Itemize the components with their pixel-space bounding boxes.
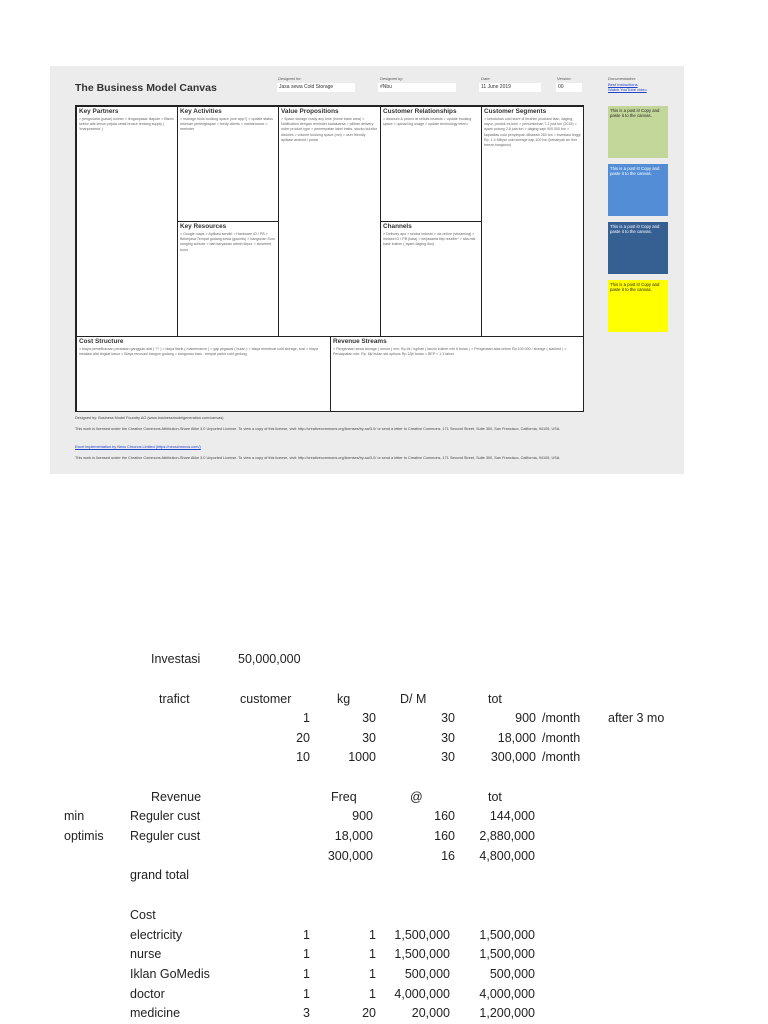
after-note: after 3 mo bbox=[608, 711, 665, 725]
post-it-note-green[interactable] bbox=[608, 106, 668, 158]
cost-row-unit: 20,000 bbox=[411, 1006, 450, 1020]
cost-row-tot: 1,500,000 bbox=[479, 928, 535, 942]
version-field[interactable]: 00 bbox=[556, 83, 582, 92]
revenue-header-freq: Freq bbox=[331, 790, 357, 804]
key-activities-title: Key Activities bbox=[180, 108, 222, 115]
revenue-header-tot: tot bbox=[488, 790, 502, 804]
value-propositions-text: > Space storage ready any time (home base area) > Notification dengan reminder kadaluarsa > pilihan delivery order product type > penempatan label instts, stocko kulzitor distores > volume booking space (mri) > user friendly aplikasi android / portal bbox=[281, 117, 377, 142]
cost-row-freq: 1 bbox=[369, 928, 376, 942]
revenue-row-tot: 2,880,000 bbox=[479, 829, 535, 843]
customer-relationships-text: > discount & promo at setidis instants > update booking space > upload log usage > update technology teleru bbox=[383, 117, 472, 127]
post-it-note-dark-blue[interactable] bbox=[608, 222, 668, 274]
key-resources-title: Key Resources bbox=[180, 223, 227, 230]
designed-for-field[interactable]: Jasa sewa Cold Storage bbox=[277, 83, 355, 92]
key-activities-text: > manage tools booking space (one app?) > update status rekenan perlengkapan > feedy clients > maintenance > reminder bbox=[180, 117, 273, 132]
cost-row-label: doctor bbox=[130, 987, 165, 1001]
traffic-header-kg: kg bbox=[337, 692, 351, 706]
designed-by-label: Designed by: bbox=[380, 76, 404, 81]
cost-structure-text: > biaya pemeliharaan peralatan gangguin alat ( ?? ) > biaya listrik ( maintenance ) > gaji pegawai ( bulan ) > biaya membuat cold storage, sosl > biaya instalasi alat tingkat kasur > Biaya renovasi bangun gudang > bangunan baru , tempat parkir cold gedung bbox=[79, 347, 318, 357]
cost-row-qty: 1 bbox=[303, 987, 310, 1001]
excel-implementation-link[interactable]: Excel implementation by Neos Chronos Limited (https://neoschronos.com/) bbox=[75, 445, 201, 449]
cost-row-unit: 4,000,000 bbox=[394, 987, 450, 1001]
cost-row-qty: 1 bbox=[303, 947, 310, 961]
cost-row-unit: 500,000 bbox=[404, 967, 450, 981]
post-it-note-blue[interactable] bbox=[608, 164, 668, 216]
post-it-note-text: This is a post it! Copy and paste it to the canvas. bbox=[610, 224, 660, 234]
revenue-row-label: Reguler cust bbox=[130, 809, 201, 823]
value-propositions-block[interactable] bbox=[278, 106, 381, 337]
grand-total-label: grand total bbox=[130, 868, 190, 882]
customer-relationships-block[interactable] bbox=[380, 106, 482, 222]
documentation-label: Documentation: bbox=[608, 76, 637, 81]
cost-row-unit: 1,500,000 bbox=[394, 928, 450, 942]
customer-segments-block[interactable] bbox=[481, 106, 584, 337]
traffic-header-customer: customer bbox=[240, 692, 292, 706]
revenue-header: Revenue bbox=[151, 790, 202, 804]
traffic-row-customer: 20 bbox=[296, 731, 310, 745]
traffic-row-dm: 30 bbox=[441, 731, 455, 745]
cost-row-unit: 1,500,000 bbox=[394, 947, 450, 961]
license-text-2: This work is licensed under the Creative Commons Attribution-Share Alike 3.0 Unported License. To view a copy of this license, visit: http://creativecommons.org/licenses/by-sa/3.0/ or send a letter to Creative Commons, 171 Second Street, Suite 300, San Francisco, California, 94105, USA. bbox=[75, 456, 561, 460]
post-it-note-yellow[interactable] bbox=[608, 280, 668, 332]
investasi-value: 50,000,000 bbox=[238, 652, 301, 666]
revenue-row-at: 160 bbox=[434, 809, 455, 823]
key-partners-text: > pengusaha (pasar) kuliner > lenganpasar tilapole > Bisnis sektor ads lemon pejala cetak brosur tentang supply ( 'lmanpoweria' ) bbox=[79, 117, 174, 132]
canvas-title: The Business Model Canvas bbox=[75, 82, 217, 94]
traffic-header-dm: D/ M bbox=[400, 692, 427, 706]
instructions-link[interactable]: Best Instructions bbox=[608, 82, 638, 87]
business-model-canvas bbox=[50, 66, 684, 474]
revenue-row-freq: 18,000 bbox=[334, 829, 373, 843]
cost-structure-title: Cost Structure bbox=[79, 338, 124, 345]
post-it-note-text: This is a post it! Copy and paste it to the canvas. bbox=[610, 108, 660, 118]
revenue-header-at: @ bbox=[410, 790, 423, 804]
revenue-row-freq: 900 bbox=[352, 809, 373, 823]
cost-row-freq: 20 bbox=[362, 1006, 376, 1020]
value-propositions-title: Value Propositions bbox=[281, 108, 339, 115]
license-text: This work is licensed under the Creative Commons Attribution-Share Alike 3.0 Unported License. To view a copy of this license, visit: http://creativecommons.org/licenses/by-sa/3.0/ or send a letter to Creative Commons, 171 Second Street, Suite 300, San Francisco, California, 94105, USA. bbox=[75, 427, 561, 431]
cost-row-freq: 1 bbox=[369, 947, 376, 961]
traffic-row-tot: 18,000 bbox=[497, 731, 536, 745]
key-partners-block[interactable] bbox=[76, 106, 178, 337]
key-resources-text: > Google maps > Aplikasi sendiri > Hardware IO / PB > Bekerjasa Tempat gudang sewa (gounds) > bangunan Suru sanging suhude > dari karyawan admin kirpur > sinsetnet tours bbox=[180, 232, 275, 252]
cost-row-tot: 1,200,000 bbox=[479, 1006, 535, 1020]
investasi-label: Investasi bbox=[151, 652, 201, 666]
traffic-row-unit: /month bbox=[542, 711, 581, 725]
revenue-row-at: 16 bbox=[441, 849, 455, 863]
traffic-row-kg: 30 bbox=[362, 711, 376, 725]
cost-row-freq: 1 bbox=[369, 987, 376, 1001]
channels-title: Channels bbox=[383, 223, 412, 230]
post-it-note-text: This is a post it! Copy and paste it to the canvas. bbox=[610, 282, 660, 292]
post-it-note-text: This is a post it! Copy and paste it to the canvas. bbox=[610, 166, 660, 176]
cost-row-qty: 1 bbox=[303, 928, 310, 942]
traffic-row-kg: 1000 bbox=[348, 750, 376, 764]
revenue-row-tag: optimis bbox=[64, 829, 104, 843]
revenue-streams-block[interactable] bbox=[330, 336, 584, 412]
channels-text: > Delivery apo > sentra industri > via online (streaming) > melalui IO / PB (kara) > kerjasama titip reseller* > sita-mitr base kuliner ( ayam daging itoo) bbox=[383, 232, 476, 247]
cost-row-label: electricity bbox=[130, 928, 183, 942]
revenue-row-tot: 4,800,000 bbox=[479, 849, 535, 863]
cost-row-label: nurse bbox=[130, 947, 162, 961]
channels-block[interactable] bbox=[380, 221, 482, 337]
traffic-row-unit: /month bbox=[542, 731, 581, 745]
traffic-row-customer: 10 bbox=[296, 750, 310, 764]
cost-structure-block[interactable] bbox=[76, 336, 331, 412]
revenue-streams-title: Revenue Streams bbox=[333, 338, 387, 345]
cost-row-label: Iklan GoMedis bbox=[130, 967, 210, 981]
revenue-row-tot: 144,000 bbox=[489, 809, 535, 823]
designed-for-label: Designed for: bbox=[278, 76, 302, 81]
customer-segments-title: Customer Segments bbox=[484, 108, 547, 115]
cost-row-tot: 4,000,000 bbox=[479, 987, 535, 1001]
key-resources-block[interactable] bbox=[177, 221, 279, 337]
cost-label: Cost bbox=[130, 908, 156, 922]
date-label: Date: bbox=[481, 76, 491, 81]
revenue-row-tag: min bbox=[64, 809, 85, 823]
canvas-grid bbox=[75, 105, 584, 412]
designed-by-credit: Designed by: Business Model Foundry AG (www.businessmodelgeneration.com/canvas) bbox=[75, 416, 224, 420]
traffic-header-trafict: trafict bbox=[159, 692, 190, 706]
designed-by-field[interactable]: #Nbu bbox=[378, 83, 456, 92]
revenue-row-label: Reguler cust bbox=[130, 829, 201, 843]
traffic-header-tot: tot bbox=[488, 692, 502, 706]
revenue-row-at: 160 bbox=[434, 829, 455, 843]
cost-row-freq: 1 bbox=[369, 967, 376, 981]
cost-row-label: medicine bbox=[130, 1006, 181, 1020]
customer-relationships-title: Customer Relationships bbox=[383, 108, 457, 115]
traffic-row-dm: 30 bbox=[441, 711, 455, 725]
cost-row-tot: 500,000 bbox=[489, 967, 535, 981]
version-label: Version: bbox=[557, 76, 572, 81]
cost-row-qty: 3 bbox=[303, 1006, 310, 1020]
cost-row-tot: 1,500,000 bbox=[479, 947, 535, 961]
youtube-link[interactable]: Watch YouTube video bbox=[608, 87, 647, 92]
traffic-row-tot: 900 bbox=[515, 711, 536, 725]
customer-segments-text: > kebutuhan cold store di Ibrahim produksi ikan, daging, sayur, produk es krim > pertumbuhan 7.2 juta ton (2018) > ayam potong 2.8 juta ton > daging sapi 900.000 ton > kapasitas cold penyimpan dibawah 260 ton > investasi tinggi Rp. 1.4 Miliyar cold storage kap.100 ton (kebanyak an Ibnr freeze kangaroo) bbox=[484, 117, 581, 148]
cost-row-qty: 1 bbox=[303, 967, 310, 981]
traffic-row-unit: /month bbox=[542, 750, 581, 764]
traffic-row-customer: 1 bbox=[303, 711, 310, 725]
key-activities-block[interactable] bbox=[177, 106, 279, 222]
revenue-streams-text: > Pengenaan sewa storage ( umum ) min: Rp.4k / kg/hari ( lanzio kuliner min 6 bulan ) > Pengenaan atas online Rp.100.000 / storage ( stacked ) > Pendapatan min: Rp. 6jt/ bulan std options Rp.12jt/ bulan > BEP < 1.3 tahun bbox=[333, 347, 567, 357]
revenue-row-freq: 300,000 bbox=[327, 849, 373, 863]
key-partners-title: Key Partners bbox=[79, 108, 119, 115]
traffic-row-dm: 30 bbox=[441, 750, 455, 764]
traffic-row-kg: 30 bbox=[362, 731, 376, 745]
traffic-row-tot: 300,000 bbox=[490, 750, 536, 764]
date-field[interactable]: 11 June 2019 bbox=[479, 83, 541, 92]
